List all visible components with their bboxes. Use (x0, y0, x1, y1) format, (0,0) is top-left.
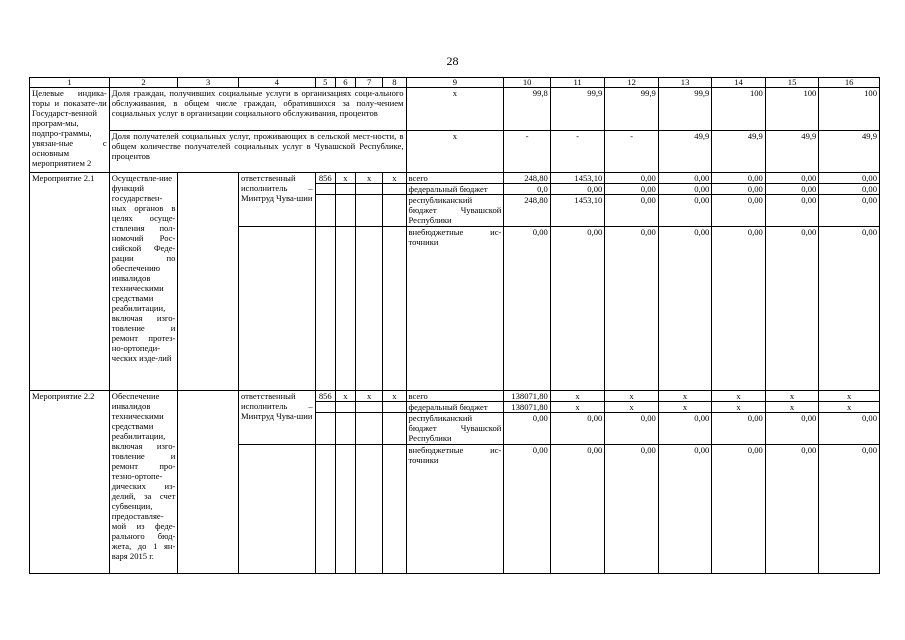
funding-value: 0,0 (504, 184, 550, 195)
header-cell: 7 (356, 78, 383, 88)
code-cell (335, 413, 355, 445)
measure-label: Мероприятие 2.2 (30, 391, 110, 574)
code-cell: x (383, 391, 406, 402)
funding-value: x (550, 391, 605, 402)
funding-source: внебюджетные ис-точники (406, 227, 504, 391)
header-cell: 1 (30, 78, 110, 88)
indicator-value: 49,9 (712, 131, 766, 173)
funding-value: x (550, 402, 605, 413)
funding-value: 0,00 (765, 184, 819, 195)
code-cell (335, 445, 355, 574)
header-cell: 15 (765, 78, 819, 88)
code-cell (383, 184, 406, 195)
funding-value: x (658, 391, 712, 402)
code-cell (356, 227, 383, 391)
funding-value: 0,00 (765, 195, 819, 227)
funding-value: 0,00 (504, 227, 550, 391)
funding-row (30, 173, 880, 184)
code-cell (356, 402, 383, 413)
funding-value: x (712, 402, 766, 413)
empty-cell (238, 445, 315, 574)
indicator-value: 49,9 (819, 131, 880, 173)
header-cell: 4 (238, 78, 315, 88)
indicator-col9: x (406, 88, 504, 131)
funding-row (30, 391, 880, 402)
funding-value: 138071,80 (504, 391, 550, 402)
funding-value: 0,00 (819, 173, 880, 184)
code-cell (335, 227, 355, 391)
funding-value: x (819, 391, 880, 402)
indicator-col9: x (406, 131, 504, 173)
funding-value: 0,00 (504, 445, 550, 574)
code-cell (315, 445, 335, 574)
funding-value: 0,00 (605, 195, 659, 227)
indicator-value: - (504, 131, 550, 173)
funding-value: x (658, 402, 712, 413)
funding-value: 138071,80 (504, 402, 550, 413)
header-cell: 5 (315, 78, 335, 88)
code-cell (335, 402, 355, 413)
funding-source: республиканский бюджет Чувашской Республики (406, 195, 504, 227)
funding-value: 0,00 (819, 227, 880, 391)
header-cell: 14 (712, 78, 766, 88)
funding-value: x (765, 402, 819, 413)
code-cell: x (335, 173, 355, 184)
funding-value: 1453,10 (550, 173, 605, 184)
measure-label: Мероприятие 2.1 (30, 173, 110, 391)
funding-value: 0,00 (550, 184, 605, 195)
indicator-value: 99,9 (550, 88, 605, 131)
funding-source: республиканский бюджет Чувашской Республики (406, 413, 504, 445)
funding-value: 0,00 (819, 413, 880, 445)
code-cell (335, 184, 355, 195)
header-cell: 6 (335, 78, 355, 88)
funding-value: 0,00 (550, 445, 605, 574)
code-cell (315, 195, 335, 227)
funding-value: x (712, 391, 766, 402)
code-cell (383, 227, 406, 391)
indicator-value: 100 (712, 88, 766, 131)
indicator-text: Доля граждан, получивших социальные услуги в организациях соци-ального обслуживания, в общем числе граждан, обратившихся за полу-чением социальных услуг в организации социального обслуживания, процентов (109, 88, 406, 131)
funding-value: 0,00 (712, 195, 766, 227)
funding-value: 0,00 (605, 445, 659, 574)
funding-value: 0,00 (658, 227, 712, 391)
program-table (29, 77, 880, 574)
indicator-value: 100 (765, 88, 819, 131)
funding-value: 0,00 (712, 227, 766, 391)
empty-cell (178, 391, 239, 574)
funding-value: 0,00 (658, 413, 712, 445)
indicator-value: 100 (819, 88, 880, 131)
funding-value: 0,00 (712, 445, 766, 574)
funding-source: всего (406, 173, 504, 184)
funding-value: 0,00 (712, 184, 766, 195)
code-cell: 856 (315, 391, 335, 402)
empty-cell (238, 227, 315, 391)
code-cell (383, 402, 406, 413)
code-cell: x (356, 391, 383, 402)
code-cell (356, 195, 383, 227)
header-cell: 13 (658, 78, 712, 88)
code-cell: x (383, 173, 406, 184)
funding-value: 0,00 (819, 184, 880, 195)
funding-value: 0,00 (605, 413, 659, 445)
code-cell (356, 184, 383, 195)
funding-value: 0,00 (712, 413, 766, 445)
funding-value: 0,00 (765, 173, 819, 184)
header-cell: 12 (605, 78, 659, 88)
funding-value: 0,00 (550, 227, 605, 391)
code-cell: 856 (315, 173, 335, 184)
indicator-value: 99,9 (658, 88, 712, 131)
funding-source: федеральный бюджет (406, 402, 504, 413)
funding-value: 0,00 (605, 227, 659, 391)
funding-value: 0,00 (819, 445, 880, 574)
header-cell: 11 (550, 78, 605, 88)
indicator-row (30, 88, 880, 131)
code-cell (315, 227, 335, 391)
measure-name: Осуществле-ние функций государствен-ных органов в целях осуще-ствления пол-номочий Рос-сийской Феде-рации по обеспечению инвалидов техническими средствами реабилитации, включая изго-товление и ремонт протез-но-ортопеди-ческих изде-лий (109, 173, 178, 391)
indicator-row (30, 131, 880, 173)
code-cell (383, 413, 406, 445)
funding-value: 0,00 (712, 173, 766, 184)
code-cell (356, 413, 383, 445)
funding-value: 0,00 (550, 413, 605, 445)
funding-value: 0,00 (658, 173, 712, 184)
code-cell: x (335, 391, 355, 402)
code-cell: x (356, 173, 383, 184)
code-cell (315, 413, 335, 445)
code-cell (315, 402, 335, 413)
indicator-value: 99,9 (605, 88, 659, 131)
funding-value: 248,80 (504, 195, 550, 227)
code-cell (383, 445, 406, 574)
page-number: 28 (446, 54, 459, 68)
indicator-value: 99,8 (504, 88, 550, 131)
code-cell (335, 195, 355, 227)
indicators-label: Целевые индика-торы и показате-ли Государст-венной програм-мы, подпро-граммы, увязан-ные с основным мероприятием 2 (30, 88, 110, 173)
indicator-value: 49,9 (658, 131, 712, 173)
indicator-value: - (550, 131, 605, 173)
header-cell: 8 (383, 78, 406, 88)
header-cell: 2 (109, 78, 178, 88)
funding-value: 0,00 (605, 184, 659, 195)
header-cell: 9 (406, 78, 504, 88)
code-cell (356, 445, 383, 574)
responsible-executor: ответственный исполнитель – Минтруд Чува-шии (238, 173, 315, 227)
funding-value: x (605, 391, 659, 402)
funding-value: x (605, 402, 659, 413)
funding-value: 1453,10 (550, 195, 605, 227)
header-cell: 16 (819, 78, 880, 88)
funding-source: федеральный бюджет (406, 184, 504, 195)
funding-value: 0,00 (765, 445, 819, 574)
indicator-text: Доля получателей социальных услуг, проживающих в сельской мест-ности, в общем количестве получателей социальных услуг в Чувашской Республике, процентов (109, 131, 406, 173)
funding-value: 0,00 (658, 195, 712, 227)
measure-name: Обеспечение инвалидов техническими средствами реабилитации, включая изго-товление и ремонт про-тезно-ортопе-дических из-делий, за счет субвенции, предоставляе-мой из феде-рального бюд-жета, до 1 ян-варя 2015 г. (109, 391, 178, 574)
indicator-value: 49,9 (765, 131, 819, 173)
funding-value: 0,00 (765, 227, 819, 391)
funding-value: 0,00 (504, 413, 550, 445)
code-cell (383, 195, 406, 227)
code-cell (315, 184, 335, 195)
funding-source: всего (406, 391, 504, 402)
funding-value: 0,00 (658, 184, 712, 195)
empty-cell (178, 173, 239, 391)
funding-value: 0,00 (819, 195, 880, 227)
funding-value: x (765, 391, 819, 402)
funding-value: 0,00 (765, 413, 819, 445)
indicator-value: - (605, 131, 659, 173)
header-cell: 3 (178, 78, 239, 88)
funding-value: 0,00 (658, 445, 712, 574)
funding-source: внебюджетные ис-точники (406, 445, 504, 574)
funding-value: x (819, 402, 880, 413)
responsible-executor: ответственный исполнитель – Минтруд Чува-шии (238, 391, 315, 445)
funding-value: 0,00 (605, 173, 659, 184)
header-row (30, 78, 880, 88)
header-cell: 10 (504, 78, 550, 88)
funding-value: 248,80 (504, 173, 550, 184)
